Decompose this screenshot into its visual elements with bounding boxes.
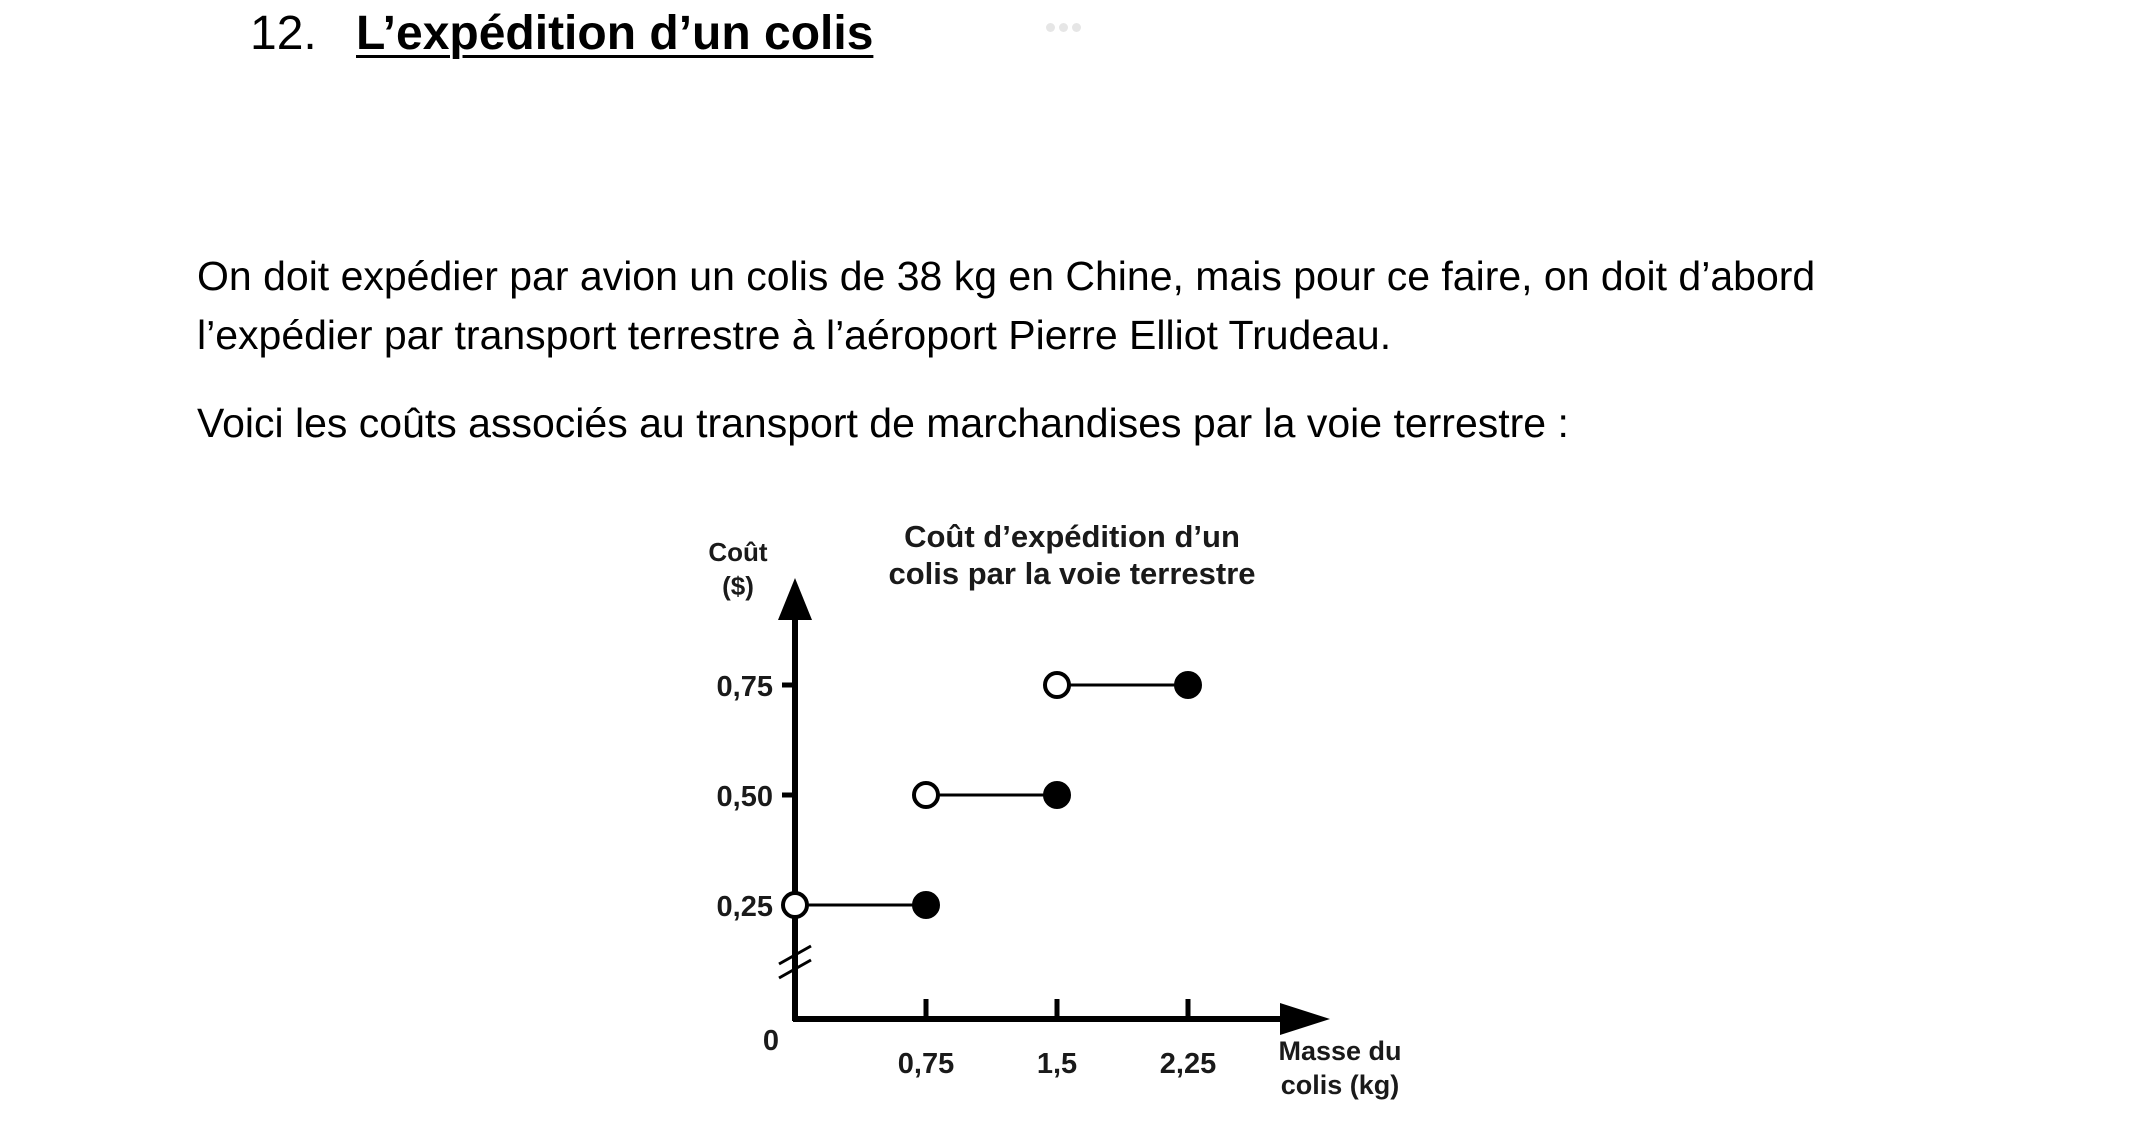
x-axis-label-line-2: colis (kg) — [1280, 1070, 1400, 1100]
paragraph-intro-costs: Voici les coûts associés au transport de marchandises par la voie terrestre : — [197, 400, 1569, 446]
y-axis-arrow — [778, 578, 812, 620]
x-axis-arrow — [1280, 1003, 1330, 1035]
y-tick-label: 0,25 — [716, 891, 773, 923]
closed-endpoint — [1045, 783, 1069, 807]
y-axis-label-line-2: ($) — [722, 571, 754, 601]
question-number: 12. — [250, 7, 317, 60]
open-endpoint — [783, 893, 807, 917]
x-tick-label: 0,75 — [897, 1048, 955, 1080]
y-axis-label-line-1: Coût — [708, 537, 768, 567]
y-tick-label: 0,75 — [716, 671, 773, 703]
paragraph-line-1: On doit expédier par avion un colis de 38 kg en Chine, mais pour ce faire, on doit d’abord — [197, 253, 1816, 299]
chart-title-line-2: colis par la voie terrestre — [888, 556, 1256, 591]
chart-title-line-1: Coût d’expédition d’un — [904, 519, 1240, 554]
y-tick-label: 0,50 — [716, 781, 773, 813]
question-title: L’expédition d’un colis — [356, 7, 874, 60]
origin-label: 0 — [762, 1025, 780, 1057]
x-tick-label: 2,25 — [1159, 1048, 1217, 1080]
chart-marks — [783, 673, 1200, 917]
closed-endpoint — [914, 893, 938, 917]
x-axis-label-line-1: Masse du — [1278, 1036, 1402, 1066]
open-endpoint — [1045, 673, 1069, 697]
closed-endpoint — [1176, 673, 1200, 697]
x-tick-label: 1,5 — [1036, 1048, 1078, 1080]
open-endpoint — [914, 783, 938, 807]
paragraph-line-2: l’expédier par transport terrestre à l’aéroport Pierre Elliot Trudeau. — [197, 312, 1392, 358]
